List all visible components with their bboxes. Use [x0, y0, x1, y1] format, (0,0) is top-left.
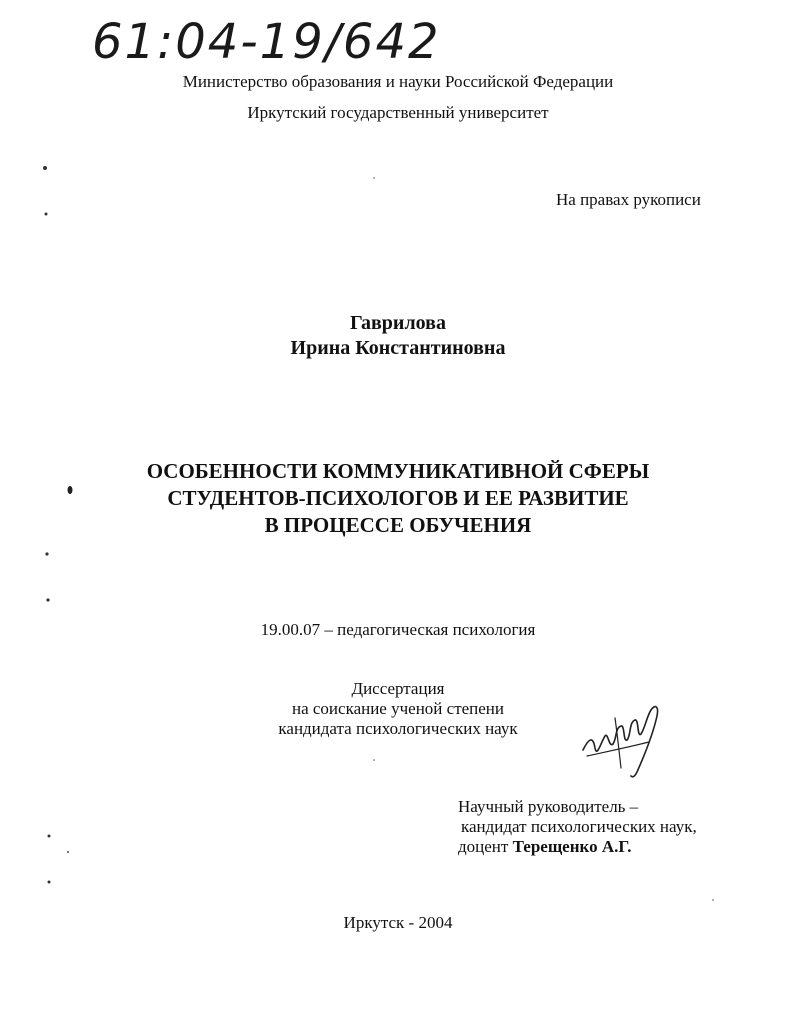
title-line: СТУДЕНТОВ-ПСИХОЛОГОВ И ЕЕ РАЗВИТИЕ — [167, 486, 629, 510]
supervisor-label: Научный руководитель – — [458, 797, 639, 816]
dissertation-label: Диссертация — [351, 679, 445, 698]
specialty-code: 19.00.07 – педагогическая психология — [260, 620, 536, 639]
city-and-year: Иркутск - 2004 — [343, 913, 453, 932]
signature — [575, 698, 675, 782]
degree-name: кандидата психологических наук — [278, 719, 518, 738]
dissertation-degree-block — [0, 679, 796, 739]
supervisor-title: доцент — [458, 837, 513, 856]
supervisor-degree: кандидат психологических наук, — [461, 817, 697, 836]
ministry-name: Министерство образования и науки Российской Федерации — [182, 72, 614, 91]
author-given-names: Ирина Константиновна — [290, 337, 506, 359]
degree-purpose: на соискание ученой степени — [291, 699, 505, 718]
manuscript-rights-note: На правах рукописи — [556, 190, 701, 209]
dissertation-title — [0, 458, 796, 539]
author-surname: Гаврилова — [350, 312, 446, 334]
university-name: Иркутский государственный университет — [247, 103, 549, 122]
supervisor-name: Терещенко А.Г. — [512, 837, 632, 856]
title-line: ОСОБЕННОСТИ КОММУНИКАТИВНОЙ СФЕРЫ — [146, 459, 650, 483]
handwritten-archive-number — [88, 6, 488, 68]
scientific-supervisor-block — [458, 797, 697, 857]
archive-number-text: 61:04-19/642 — [92, 14, 441, 68]
supervisor-name-line — [458, 837, 697, 857]
title-line: В ПРОЦЕССЕ ОБУЧЕНИЯ — [264, 513, 532, 537]
